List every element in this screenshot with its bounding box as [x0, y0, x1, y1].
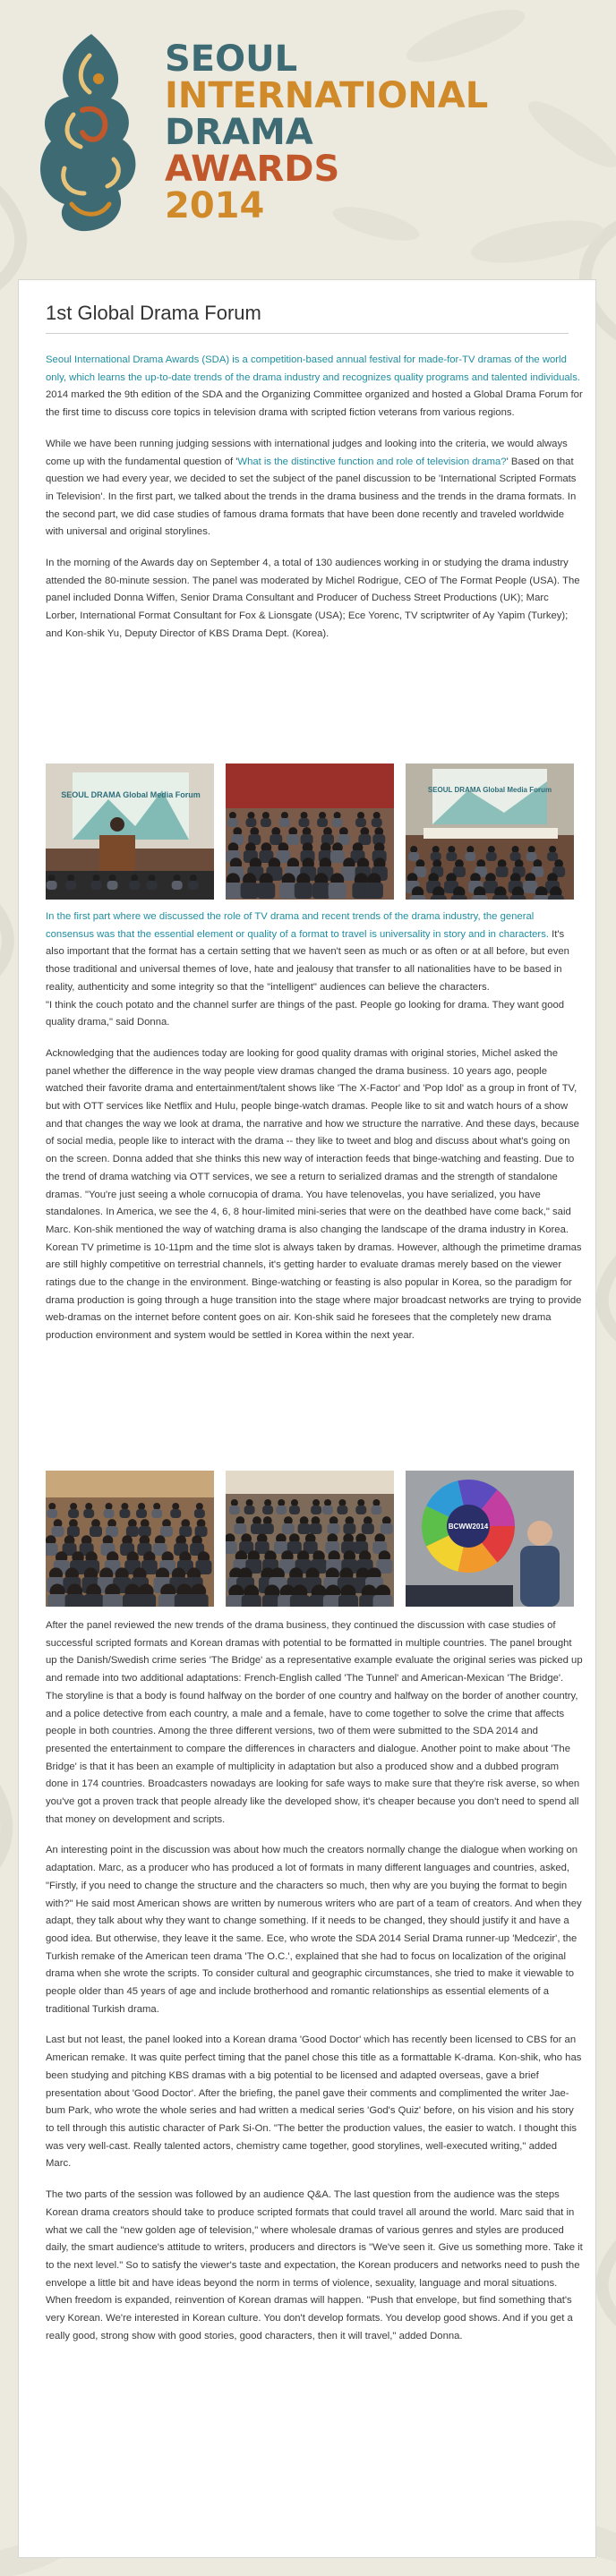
article-card: [18, 279, 596, 2558]
logo-wordmark: [165, 38, 489, 226]
paragraph: [46, 555, 583, 644]
body-text: Last but not least, the panel looked into a Korean drama 'Good Doctor' which has recently been licensed to CBS for an American remake. It was quite perfect timing that the panel chose this title as a formattable K-drama. Kon-shik, who has been studying and pitching KBS dramas with a big potential to be licensed and adapted overseas, gave a brief presentation about 'Good Doctor'. After the briefing, the panel gave their comments and complimented the writer Jae-bum Park, who wrote the whole series and had written a medical series 'God's Quiz' before, on his vision and his story to tell through this autistic character of Park Si-On. "The better the production values, the easier to watch. I thought this was very well-cast. Really talented actors, chemistry came together, good storylines, well-executed writing," added Marc.: [46, 2034, 582, 2170]
body-text: The two parts of the session was followed by an audience Q&A. The last question from the audience was the steps Korean drama creators should take to produce scripted formats that could travel all around the world. Marc said that in what we call the "new golden age of television," where wholesale dramas of various genres and styles are produced daily, the smart audience's attitude to writers, producers and directors is "We've seen it. Give us something more. Take it to the next level." So to satisfy the viewer's taste and expectation, the Korean producers and networks need to push the envelope a little bit and have ideas beyond the norm in terms of violence, sexuality, language and moral situations. When freedom is expanded, reinvention of Korean dramas will happen. "Push that envelope, but find something that's very Korean. We're interested in Korean culture. You don't develop formats. You develop good shows. And if you get a really good, strong show with good stories, good characters, then it will travel," added Donna.: [46, 2189, 583, 2341]
forum-photo-speaker: [406, 1471, 574, 1607]
paragraph: [46, 2187, 583, 2345]
logo-line: DRAMA: [165, 112, 313, 153]
paragraph: [46, 1045, 583, 1345]
forum-photo-podium-image: [46, 763, 214, 900]
photo-row-2: [46, 1471, 574, 1607]
title-divider: [46, 333, 569, 334]
forum-photo-audience: [226, 763, 394, 900]
body-text: It's also important that the format has a certain setting that we haven't seen as much or as often or at all before, but even those traditional and universal themes of love, hate and jealousy that transfer to all nationalities have to be based in reality, authenticity and some integrity so that the "intelligent" audiences can believe the characters.: [46, 928, 569, 993]
slide-label: BCWW2014: [448, 1523, 489, 1531]
article-section-case-studies: [46, 1617, 583, 2358]
forum-photo-panel: [406, 763, 574, 900]
paragraph: [46, 2032, 583, 2173]
logo-line: SEOUL: [165, 38, 298, 80]
article-section-intro: [46, 352, 583, 657]
body-text: In the morning of the Awards day on September 4, a total of 130 audiences working in or studying the drama industry attended the 80-minute session. The panel was moderated by Michel Rodrigue, CEO of The Format People (USA). The panel included Donna Wiffen, Senior Drama Consultant and Producer of Duchess Street Productions (UK); Marc Lorber, International Format Consultant for Fox & Lionsgate (USA); Ece Yorenc, TV scriptwriter of Ay Yapim (Turkey); and Kon-shik Yu, Deputy Director of KBS Drama Dept. (Korea).: [46, 558, 580, 639]
logo-line: AWARDS: [165, 149, 340, 190]
highlighted-text: Seoul International Drama Awards (SDA) is a competition-based annual festival for made-for-TV dramas of the world only, which learns the up-to-date trends of the drama industry and recognizes quality programs and talented individuals.: [46, 354, 580, 383]
logo-line: INTERNATIONAL: [165, 75, 489, 116]
slide-label: SEOUL DRAMA Global Media Forum: [61, 790, 201, 799]
forum-photo-audience-image: [226, 763, 394, 900]
paragraph: [46, 352, 583, 422]
forum-photo-attendees: [226, 1471, 394, 1607]
body-text: After the panel reviewed the new trends of the drama business, they continued the discussion with case studies of successful scripted formats and Korean dramas with potential to be formatted in multiple countries. The panel brought up the Danish/Swedish crime series 'The Bridge' as a representative example evaluate the original series was picked up and remade into two additional adaptations: French-English called 'The Tunnel' and American-Mexican 'The Bridge'. The storyline is that a body is found halfway on the border of one country and halfway on the border of another country, and a police detective from each country, a male and a female, have to come together to solve the crime that affects people in both countries. Among the three different versions, two of them were submitted to the SDA 2014 and presented the entertainment to compare the differences in characters and dialogue. Another point to make about 'The Bridge' is that it has been an example of multiplicity in adaptation but also a produced show and a dubbed program done in 174 countries. Broadcasters nowadays are looking for safe ways to make sure that they're risk averse, so when you've got a proven track that people already like the developed show, it's cheaper because you don't need to spend all that money on development and scripts.: [46, 1620, 583, 1825]
paragraph: [46, 1842, 583, 2018]
site-header: [0, 0, 616, 269]
dragon-emblem-icon: [29, 25, 145, 240]
photo-row-1: [46, 763, 574, 900]
forum-photo-hall: [46, 1471, 214, 1607]
forum-photo-attendees-image: [226, 1471, 394, 1607]
page-title: 1st Global Drama Forum: [46, 302, 261, 324]
logo-line: 2014: [165, 185, 265, 226]
highlighted-text: What is the distinctive function and role of television drama?: [237, 456, 507, 467]
paragraph: [46, 436, 583, 542]
body-text: 2014 marked the 9th edition of the SDA and the Organizing Committee organized and hosted a Global Drama Forum for the first time to discuss core topics in television drama with scripted fiction veterans from various regions.: [46, 389, 583, 419]
forum-photo-panel-image: [406, 763, 574, 900]
body-text: ' Based on that question we had every year, we decided to set the subject of the panel discussion to be 'International Scripted Formats in Television'. In the first part, we talked about the trends in the drama business and the trends in the drama formats. In the second part, we did case studies of famous drama formats that have been done recently and traveled worldwide with universal and original storylines.: [46, 456, 577, 538]
slide-label: SEOUL DRAMA Global Media Forum: [427, 786, 552, 794]
paragraph: [46, 908, 583, 1032]
article-section-trends: [46, 908, 583, 1359]
highlighted-text: In the first part where we discussed the role of TV drama and recent trends of the drama industry, the general consensus was that the essential element or quality of a format to travel is universality in story and in characters.: [46, 911, 549, 940]
forum-photo-podium: [46, 763, 214, 900]
body-text: Acknowledging that the audiences today are looking for good quality dramas with original stories, Michel asked the panel whether the difference in the way people view dramas changed the drama business. 10 years ago, people watched their favorite drama and entertainment/talent shows like 'The X-Factor' and 'Pop Idol' as a group in front of TV, but with OTT services like Netflix and Hulu, people binge-watch dramas. People like to sit and watch hours of a show and that changes the way we look at drama, the narrative and how we structure the narrative. And these days, because of social media, people like to interact with the drama -- they like to tweet and blog and discuss about what's going on on the screen. Donna added that she thinks this new way of interaction feeds that binge-watching and feasting. Due to the trend of drama watching via OTT services, we see a return to serialized dramas and the strength of standalone dramas. "You're just seeing a whole cornucopia of drama. You have telenovelas, you have serialized, you have standalones. In America, we see the 4, 6, 8 hour-limited mini-series that were on the deathbed have come back," said Marc. Kon-shik mentioned the way of watching drama is also changing the landscape of the drama industry in Korea. Korean TV primetime is 10-11pm and the time slot is always taken by dramas. However, although the primetime dramas are still highly competitive on terrestrial channels, it's getting harder to evaluate dramas merely based on the viewer ratings due to the change in the environment. Binge-watching or feasting is also popular in Korea, so the paradigm for drama production is going through a huge transition into the stage where major broadcast networks are trying to provide web-dramas on the internet before content goes on air. Kon-shik said he foresees that the completely new drama production environment and system would be settled in Korea within the next year.: [46, 1047, 582, 1342]
body-text: While we have been running judging sessions with international judges and looking into the criteria, we would always come up with the fundamental question of ': [46, 438, 568, 467]
body-text: "I think the couch potato and the channel surfer are things of the past. People go looking for drama. They want good quality drama," said Donna.: [46, 999, 565, 1028]
forum-photo-hall-image: [46, 1471, 214, 1607]
body-text: An interesting point in the discussion was about how much the creators normally change the dialogue when working on adaptation. Marc, as a producer who has produced a lot of formats in many different languages and countries, asked, "Firstly, if you need to change the structure and the characters so much, then why are you buying the format to begin with?" He said most American shows are written by numerous writers who are part of a team of creators. And when they adapt, they talk about why they want to change something. If it needs to be changed, they should justify it and have a good idea. But otherwise, they leave it the same. Ece, who wrote the SDA 2014 Serial Drama runner-up 'Medcezir', the Turkish remake of the American teen drama 'The O.C.', explained that she had to focus on localization of the original drama when she wrote the scripts. To consider cultural and geographic circumstances, she tried to make it viewable to people older than 45 years of age and include brotherhood and romantic relationships as essential elements of a traditional Turkish drama.: [46, 1845, 582, 2015]
forum-photo-speaker-image: [406, 1471, 574, 1607]
paragraph: [46, 1617, 583, 1829]
